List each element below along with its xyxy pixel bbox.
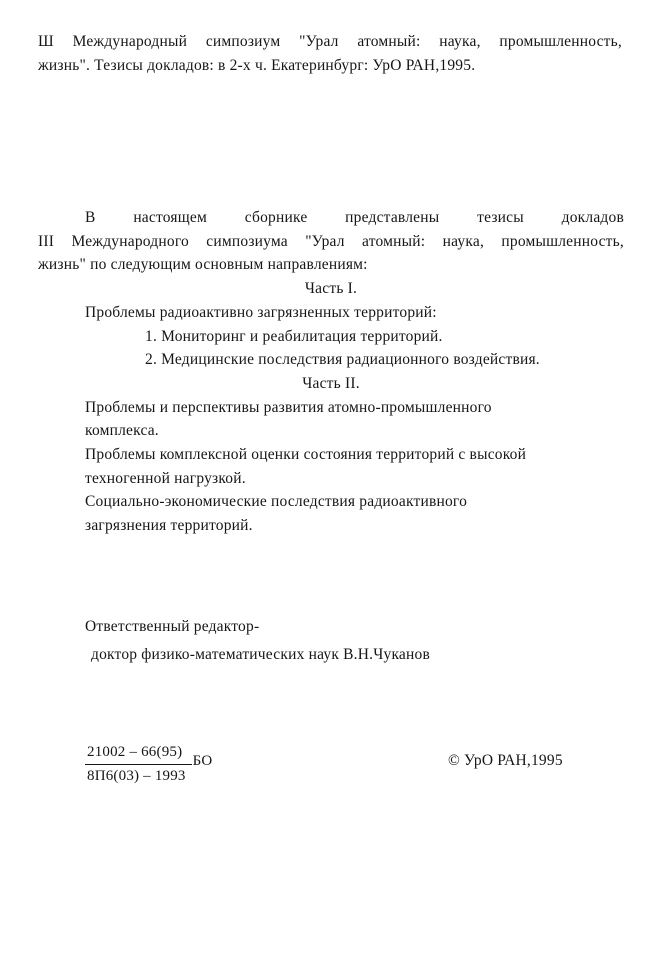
part2-line: Проблемы и перспективы развития атомно-промышленного bbox=[85, 398, 492, 416]
part2-line: техногенной нагрузкой. bbox=[85, 469, 246, 487]
header-line: жизнь". Тезисы докладов: в 2-х ч. Екатеринбург: УрО РАН,1995. bbox=[38, 57, 476, 74]
part1-item: 2. Медицинские последствия радиационного воздействия. bbox=[145, 351, 540, 369]
editor-block bbox=[85, 613, 430, 669]
intro-line: В настоящем сборнике представлены тезисы докладов bbox=[85, 209, 624, 226]
part2-line: Проблемы комплексной оценки состояния территорий с высокой bbox=[85, 446, 527, 464]
copyright-notice: © УрО РАН,1995 bbox=[448, 752, 563, 769]
catalog-fraction bbox=[85, 744, 192, 785]
part1-item: 1. Мониторинг и реабилитация территорий. bbox=[145, 327, 443, 345]
intro-line: жизнь" по следующим основным направлениям: bbox=[38, 256, 368, 274]
catalog-denominator: 8П6(03) – 1993 bbox=[87, 768, 186, 784]
part2-heading: Часть II. bbox=[302, 374, 360, 392]
catalog-suffix: БО bbox=[192, 753, 213, 769]
part1-lead: Проблемы радиоактивно загрязненных территорий: bbox=[85, 303, 437, 321]
part2-line: Социально-экономические последствия радиоактивного bbox=[85, 493, 468, 511]
editor-name-line: доктор физико-математических наук В.Н.Чуканов bbox=[91, 646, 430, 663]
bibliographic-header bbox=[38, 30, 622, 78]
part2-line: комплекса. bbox=[85, 422, 159, 440]
header-line: Ш Международный симпозиум "Урал атомный: наука, промышленность, bbox=[38, 33, 622, 50]
catalog-numerator: 21002 – 66(95) bbox=[85, 744, 192, 765]
editor-title-line: Ответственный редактор- bbox=[85, 618, 260, 635]
catalog-code bbox=[85, 744, 212, 785]
part1-heading: Часть I. bbox=[304, 280, 358, 298]
part2-line: загрязнения территорий. bbox=[85, 517, 253, 535]
annotation-body bbox=[38, 206, 624, 538]
intro-line: III Международного симпозиума "Урал атомный: наука, промышленность, bbox=[38, 232, 624, 250]
